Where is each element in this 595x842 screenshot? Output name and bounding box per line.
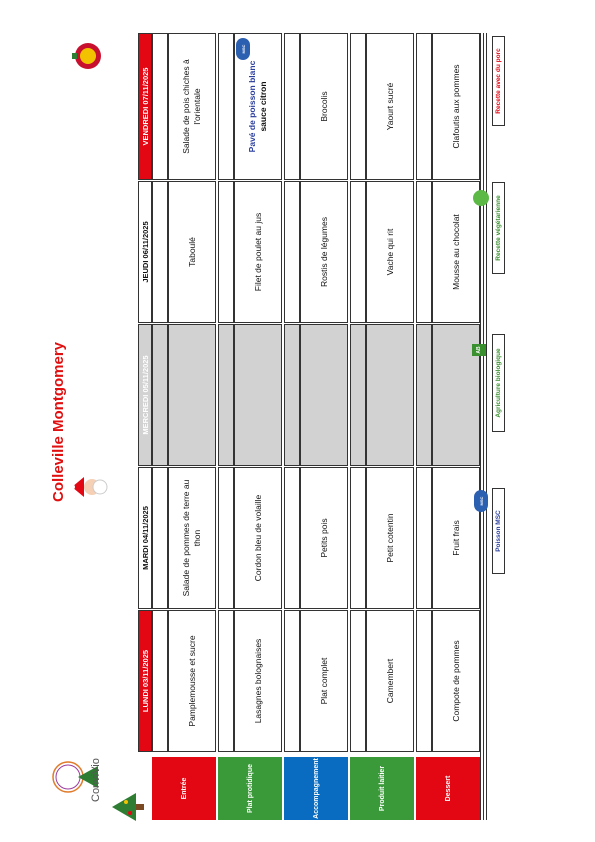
row-bar (416, 467, 432, 609)
row-bar (350, 181, 366, 323)
menu-cell: Salade de pommes de terre au thon (168, 467, 216, 609)
brand-name: ConviVio (90, 758, 102, 802)
menu-cell: Yaourt sucré (366, 33, 414, 180)
legend-bio: Agriculture biologique (492, 334, 505, 432)
menu-cell: Pamplemousse et sucre (168, 610, 216, 752)
category-plat: Plat protidique (218, 757, 282, 820)
day-header-monday: LUNDI 03/11/2025 (138, 610, 152, 752)
highlight-rest-text: sauce citron (258, 81, 268, 132)
row-bar (152, 181, 168, 323)
row-bar (284, 181, 300, 323)
row-bar (218, 610, 234, 752)
msc-badge-icon: MSC (236, 38, 250, 60)
menu-cell: Fruit frais (432, 467, 480, 609)
page-title: Colleville Montgomery (50, 341, 67, 503)
santa-icon (70, 467, 110, 507)
row-bar (416, 324, 432, 466)
row-bar (284, 324, 300, 466)
menu-cell-closed (366, 324, 414, 466)
menu-cell-closed (168, 324, 216, 466)
msc-legend-icon: MSC (474, 490, 488, 512)
menu-cell: Brocolis (300, 33, 348, 180)
row-bar (152, 610, 168, 752)
day-header-thursday: JEUDI 06/11/2025 (138, 181, 152, 323)
menu-cell: Vache qui rit (366, 181, 414, 323)
bottom-rule (483, 33, 484, 820)
day-header-tuesday: MARDI 04/11/2025 (138, 467, 152, 609)
row-bar (416, 181, 432, 323)
menu-cell: Compote de pommes (432, 610, 480, 752)
row-bar (152, 324, 168, 466)
day-header-friday: VENDREDI 07/11/2025 (138, 33, 152, 180)
row-bar (350, 33, 366, 180)
menu-cell: Mousse au chocolat (432, 181, 480, 323)
row-bar (350, 610, 366, 752)
bio-legend-icon: AB (472, 344, 486, 356)
row-bar (152, 33, 168, 180)
christmas-tree-icon (110, 787, 150, 827)
menu-cell: Cordon bleu de volaille (234, 467, 282, 609)
menu-cell: Petits pois (300, 467, 348, 609)
row-bar (350, 467, 366, 609)
legend-pork: Recette avec du porc (492, 36, 505, 126)
highlight-blue-text: Pavé de poisson blanc (247, 60, 257, 153)
menu-cell: Petit cotentin (366, 467, 414, 609)
bottom-rule (480, 33, 481, 820)
bottom-rule (486, 33, 487, 820)
menu-cell: Salade de pois chiches à l'orientale (168, 33, 216, 180)
row-bar (350, 324, 366, 466)
row-bar (152, 467, 168, 609)
category-laitier: Produit laitier (350, 757, 414, 820)
row-bar (284, 33, 300, 180)
menu-cell-closed (234, 324, 282, 466)
row-bar (284, 610, 300, 752)
conviv-logo (30, 732, 120, 822)
row-bar (284, 467, 300, 609)
legend-vegetarian: Recette végétarienne (492, 182, 505, 274)
row-bar (218, 181, 234, 323)
day-header-wednesday: MERCREDI 05/11/2025 (138, 324, 152, 466)
row-bar (218, 324, 234, 466)
row-bar (218, 33, 234, 180)
row-bar (416, 33, 432, 180)
category-dessert: Dessert (416, 757, 480, 820)
menu-cell: Filet de poulet au jus (234, 181, 282, 323)
category-entree: Entrée (152, 757, 216, 820)
category-accompagnement: Accompagnement (284, 757, 348, 820)
menu-cell: Plat complet (300, 610, 348, 752)
row-bar (416, 610, 432, 752)
ornament-icon (68, 38, 104, 74)
menu-cell: Lasagnes bolognaises (234, 610, 282, 752)
legend-msc: Poisson MSC (492, 488, 505, 574)
menu-cell: Rostis de légumes (300, 181, 348, 323)
row-bar (218, 467, 234, 609)
menu-cell: Camembert (366, 610, 414, 752)
vegetarian-legend-icon (473, 190, 489, 206)
menu-cell-closed (300, 324, 348, 466)
menu-cell: Taboulé (168, 181, 216, 323)
menu-cell: Clafoutis aux pommes (432, 33, 480, 180)
